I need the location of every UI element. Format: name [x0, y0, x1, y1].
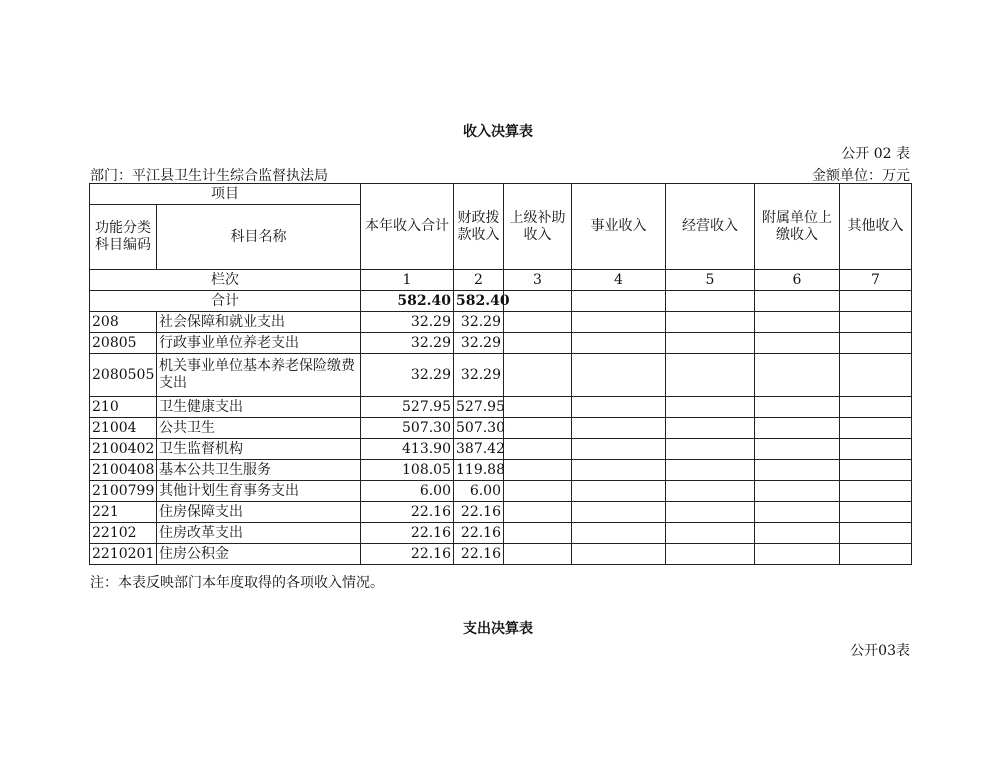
row-name: 基本公共卫生服务 [157, 460, 361, 481]
column-index: 3 [504, 270, 572, 291]
row-code: 2210201 [90, 544, 157, 565]
row-name: 行政事业单位养老支出 [157, 333, 361, 354]
column-index: 2 [454, 270, 504, 291]
header-item: 项目 [90, 184, 361, 205]
next-table-number: 公开03表 [850, 643, 910, 659]
row-total: 22.16 [361, 544, 454, 565]
row-total: 6.00 [361, 481, 454, 502]
row-total: 108.05 [361, 460, 454, 481]
row-name: 住房改革支出 [157, 523, 361, 544]
table-row [90, 397, 912, 418]
row-fiscal: 22.16 [454, 502, 504, 523]
row-total: 22.16 [361, 502, 454, 523]
column-index: 7 [840, 270, 912, 291]
department-label: 部门：平江县卫生计生综合监督执法局 [90, 168, 328, 184]
row-name: 其他计划生育事务支出 [157, 481, 361, 502]
table-row [90, 502, 912, 523]
row-name: 社会保障和就业支出 [157, 312, 361, 333]
table-row [90, 439, 912, 460]
row-total: 22.16 [361, 523, 454, 544]
row-name: 卫生健康支出 [157, 397, 361, 418]
table-number: 公开 02 表 [841, 146, 910, 162]
row-fiscal: 32.29 [454, 312, 504, 333]
row-fiscal: 119.88 [454, 460, 504, 481]
header-fiscal: 财政拨款收入 [454, 184, 504, 270]
row-total: 507.30 [361, 418, 454, 439]
column-index: 4 [572, 270, 666, 291]
row-name: 住房保障支出 [157, 502, 361, 523]
row-fiscal: 6.00 [454, 481, 504, 502]
row-total: 32.29 [361, 354, 454, 397]
income-table [89, 183, 912, 565]
column-index: 5 [666, 270, 755, 291]
header-upper: 上级补助收入 [504, 184, 572, 270]
row-fiscal: 527.95 [454, 397, 504, 418]
header-func-code: 功能分类科目编码 [90, 205, 157, 270]
header-other: 其他收入 [840, 184, 912, 270]
row-fiscal: 22.16 [454, 523, 504, 544]
table-row [90, 481, 912, 502]
row-code: 2100408 [90, 460, 157, 481]
header-subject-name: 科目名称 [157, 205, 361, 270]
row-total: 413.90 [361, 439, 454, 460]
total-label: 合计 [90, 291, 361, 312]
next-section-title: 支出决算表 [463, 621, 533, 637]
row-code: 208 [90, 312, 157, 333]
header-row [90, 184, 912, 205]
total-amount: 582.40 [361, 291, 454, 312]
header-operating: 经营收入 [666, 184, 755, 270]
table-row [90, 418, 912, 439]
total-row [90, 291, 912, 312]
row-code: 221 [90, 502, 157, 523]
row-fiscal: 32.29 [454, 333, 504, 354]
table-row [90, 333, 912, 354]
table-row [90, 523, 912, 544]
row-code: 2080505 [90, 354, 157, 397]
table-row [90, 544, 912, 565]
column-index: 1 [361, 270, 454, 291]
row-fiscal: 32.29 [454, 354, 504, 397]
row-fiscal: 22.16 [454, 544, 504, 565]
row-code: 20805 [90, 333, 157, 354]
row-code: 21004 [90, 418, 157, 439]
column-index-row [90, 270, 912, 291]
table-row [90, 460, 912, 481]
total-fiscal: 582.40 [454, 291, 504, 312]
row-name: 卫生监督机构 [157, 439, 361, 460]
header-business: 事业收入 [572, 184, 666, 270]
row-fiscal: 387.42 [454, 439, 504, 460]
table-row [90, 354, 912, 397]
table-row [90, 312, 912, 333]
row-total: 32.29 [361, 333, 454, 354]
row-code: 22102 [90, 523, 157, 544]
column-index-label: 栏次 [90, 270, 361, 291]
header-total: 本年收入合计 [361, 184, 454, 270]
row-fiscal: 507.30 [454, 418, 504, 439]
row-name: 公共卫生 [157, 418, 361, 439]
row-total: 32.29 [361, 312, 454, 333]
row-name: 住房公积金 [157, 544, 361, 565]
row-total: 527.95 [361, 397, 454, 418]
row-code: 2100799 [90, 481, 157, 502]
row-code: 2100402 [90, 439, 157, 460]
table-note: 注：本表反映部门本年度取得的各项收入情况。 [90, 575, 384, 591]
header-affiliated: 附属单位上缴收入 [755, 184, 840, 270]
unit-label: 金额单位：万元 [812, 168, 910, 184]
row-code: 210 [90, 397, 157, 418]
page-title: 收入决算表 [463, 124, 533, 140]
row-name: 机关事业单位基本养老保险缴费支出 [157, 354, 361, 397]
column-index: 6 [755, 270, 840, 291]
